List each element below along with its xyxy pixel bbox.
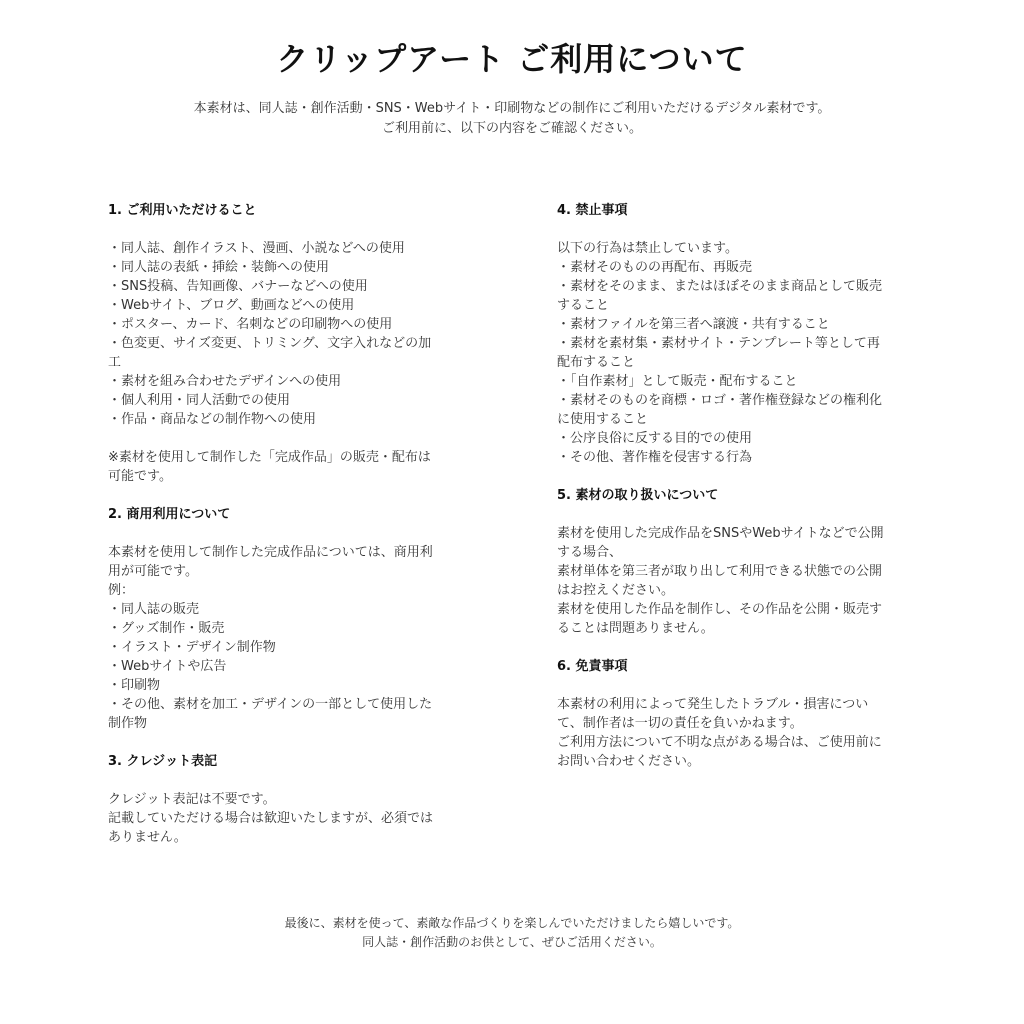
text-line: 以下の行為は禁止しています。 xyxy=(557,241,738,256)
text-line: ご利用方法について不明な点がある場合は、ご使用前に xyxy=(557,735,882,750)
list-item: ・公序良俗に反する目的での使用 xyxy=(557,431,753,446)
text-line: て、制作者は一切の責任を負いかねます。 xyxy=(557,716,803,731)
usage-note xyxy=(108,448,460,486)
list-item: ・同人誌の表紙・挿絵・装飾への使用 xyxy=(108,260,330,275)
list-item: すること xyxy=(557,298,610,313)
section-heading: 5. 素材の取り扱いについて xyxy=(557,488,719,503)
list-item: ・素材そのものを商標・ロゴ・著作権登録などの権利化 xyxy=(557,393,883,408)
section-heading: 6. 免責事項 xyxy=(557,659,628,674)
list-item: ・「自作素材」として販売・配布すること xyxy=(557,374,798,389)
list-item: ・その他、著作権を侵害する行為 xyxy=(557,450,753,465)
text-line: 素材を使用した作品を制作し、その作品を公開・販売す xyxy=(557,602,883,617)
list-item: ・作品・商品などの制作物への使用 xyxy=(108,412,317,427)
note-line: 可能です。 xyxy=(108,469,172,484)
section-heading: 3. クレジット表記 xyxy=(108,754,218,769)
prohibited-list xyxy=(557,239,909,467)
usage-list xyxy=(108,239,460,429)
list-item: ・素材ファイルを第三者へ譲渡・共有すること xyxy=(557,317,830,332)
text-line: クレジット表記は不要です。 xyxy=(108,792,276,807)
note-line: ※素材を使用して制作した「完成作品」の販売・配布は xyxy=(108,450,431,465)
footer-line: 最後に、素材を使って、素敵な作品づくりを楽しんでいただけましたら嬉しいです。 xyxy=(284,916,740,930)
text-line: 本素材の利用によって発生したトラブル・損害につい xyxy=(557,697,869,712)
section-disclaimer xyxy=(557,657,909,771)
section-heading: 2. 商用利用について xyxy=(108,507,231,522)
handling-text xyxy=(557,524,909,638)
footer-message xyxy=(0,914,1024,952)
text-line: 用が可能です。 xyxy=(108,564,198,579)
list-item: 制作物 xyxy=(108,716,148,731)
credit-text xyxy=(108,790,460,847)
text-line: はお控えください。 xyxy=(557,583,675,598)
footer-line: 同人誌・創作活動のお供として、ぜひご活用ください。 xyxy=(362,935,662,949)
list-item: 配布すること xyxy=(557,355,636,370)
text-line: ることは問題ありません。 xyxy=(557,621,714,636)
left-column xyxy=(108,201,460,866)
section-heading: 1. ご利用いただけること xyxy=(108,203,257,218)
list-item: ・SNS投稿、告知画像、バナーなどへの使用 xyxy=(108,279,368,294)
list-item: ・素材を組み合わせたデザインへの使用 xyxy=(108,374,342,389)
text-line: 素材単体を第三者が取り出して利用できる状態での公開 xyxy=(557,564,883,579)
list-item: ・Webサイト、ブログ、動画などへの使用 xyxy=(108,298,355,313)
intro-line: ご利用前に、以下の内容をご確認ください。 xyxy=(381,121,642,136)
list-item: ・素材そのものの再配布、再販売 xyxy=(557,260,753,275)
list-item: ・個人利用・同人活動での使用 xyxy=(108,393,291,408)
section-handling xyxy=(557,486,909,638)
text-line: ありません。 xyxy=(108,830,187,845)
list-item: ・その他、素材を加工・デザインの一部として使用した xyxy=(108,697,433,712)
right-column xyxy=(557,201,909,790)
list-item: ・素材をそのまま、またはほぼそのまま商品として販売 xyxy=(557,279,883,294)
list-item: ・イラスト・デザイン制作物 xyxy=(108,640,276,655)
text-line: する場合、 xyxy=(557,545,623,560)
section-prohibited xyxy=(557,201,909,467)
section-credit xyxy=(108,752,460,847)
list-item: 工 xyxy=(108,355,122,370)
text-line: 例： xyxy=(108,583,135,598)
text-line: 記載していただける場合は歓迎いたしますが、必須では xyxy=(108,811,434,826)
list-item: ・印刷物 xyxy=(108,678,161,693)
text-line: 素材を使用した完成作品をSNSやWebサイトなどで公開 xyxy=(557,526,884,541)
list-item: に使用すること xyxy=(557,412,649,427)
intro-line: 本素材は、同人誌・創作活動・SNS・Webサイト・印刷物などの制作にご利用いただけるデジタル素材です。 xyxy=(193,101,831,116)
list-item: ・同人誌の販売 xyxy=(108,602,200,617)
list-item: ・ポスター、カード、名刺などの印刷物への使用 xyxy=(108,317,393,332)
list-item: ・色変更、サイズ変更、トリミング、文字入れなどの加 xyxy=(108,336,432,351)
list-item: ・グッズ制作・販売 xyxy=(108,621,225,636)
list-item: ・同人誌、創作イラスト、漫画、小説などへの使用 xyxy=(108,241,405,256)
list-item: ・Webサイトや広告 xyxy=(108,659,227,674)
section-heading: 4. 禁止事項 xyxy=(557,203,628,218)
list-item: ・素材を素材集・素材サイト・テンプレート等として再 xyxy=(557,336,880,351)
text-line: 本素材を使用して制作した完成作品については、商用利 xyxy=(108,545,433,560)
intro-text xyxy=(0,99,1024,139)
section-usage xyxy=(108,201,460,486)
commercial-text xyxy=(108,543,460,733)
text-line: お問い合わせください。 xyxy=(557,754,701,769)
page-title: クリップアート ご利用について xyxy=(276,40,748,78)
section-commercial xyxy=(108,505,460,733)
disclaimer-text xyxy=(557,695,909,771)
